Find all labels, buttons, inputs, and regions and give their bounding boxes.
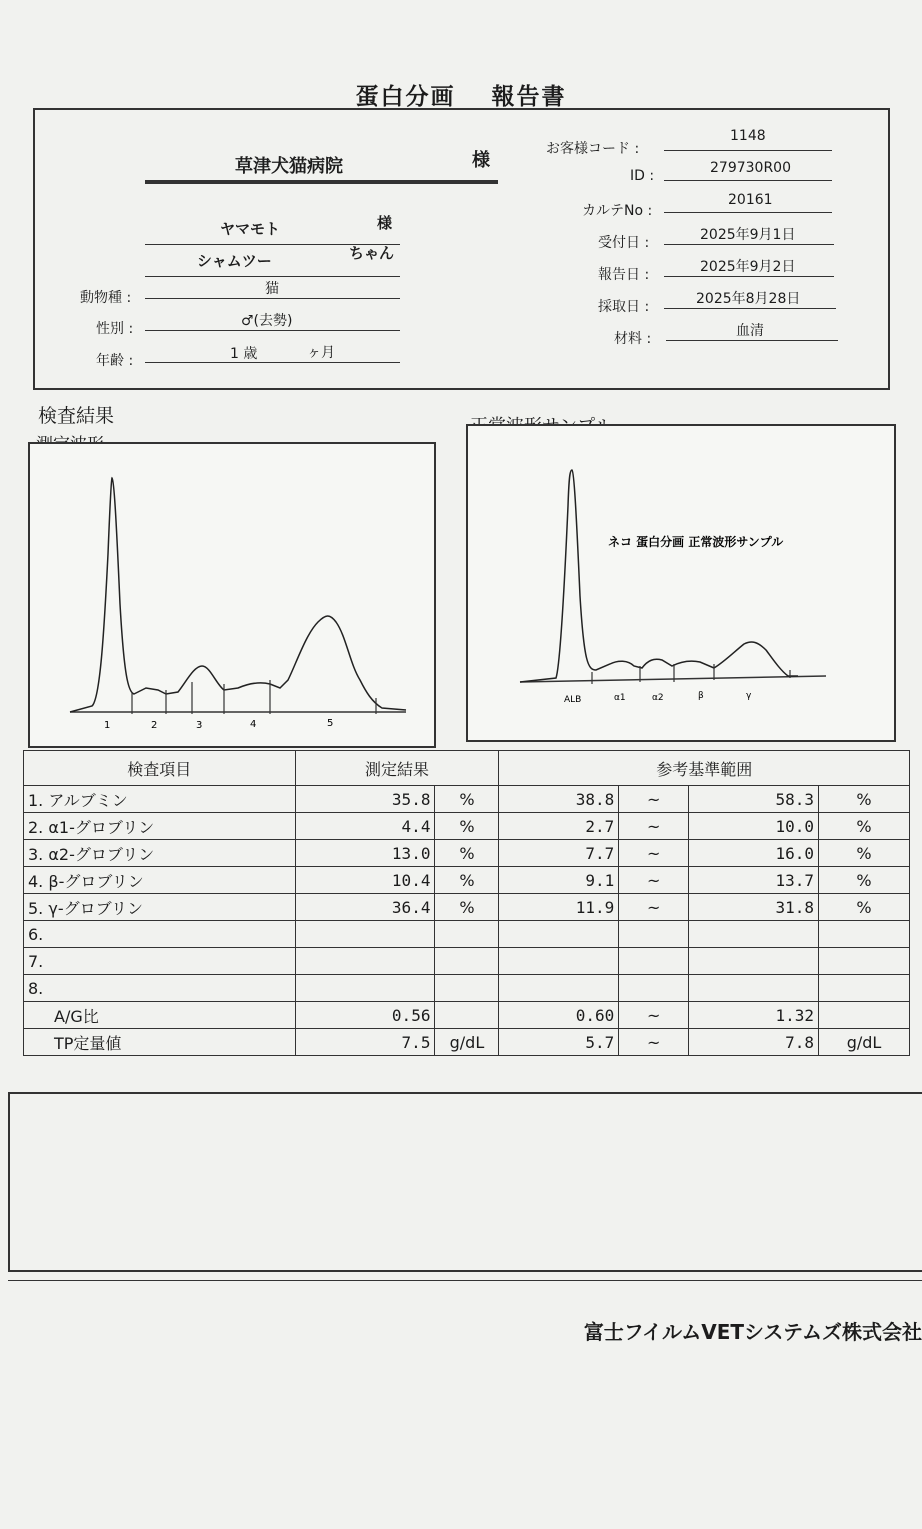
- row-ref-high: 10.0: [689, 813, 819, 840]
- table-row: [24, 813, 910, 840]
- row-ref-low: [499, 975, 619, 1002]
- row-item: 2. α1-グロブリン: [24, 813, 296, 840]
- customer-code-value: 1148: [730, 128, 766, 144]
- clinic-suffix: 様: [472, 150, 490, 171]
- species-field: [145, 276, 400, 299]
- row-ref-low: 2.7: [499, 813, 619, 840]
- reported-value: 2025年9月2日: [700, 259, 796, 275]
- received-field: [664, 222, 834, 245]
- customer-code-label: お客様コード :: [546, 141, 640, 157]
- reported-field: [664, 254, 834, 277]
- age-years: 1 歳: [230, 346, 258, 362]
- normal-sample-caption: ネコ 蛋白分画 正常波形サンプル: [608, 535, 784, 549]
- normal-marker-a1: α1: [614, 693, 626, 703]
- collected-field: [664, 286, 836, 309]
- row-ref-unit: [819, 948, 910, 975]
- row-ref-unit: %: [819, 786, 910, 813]
- row-value: [295, 921, 435, 948]
- table-row: [24, 1002, 910, 1029]
- row-ref-high: 1.32: [689, 1002, 819, 1029]
- row-ref-tilde: ~: [619, 1002, 689, 1029]
- row-ref-unit: g/dL: [819, 1029, 910, 1056]
- row-value: 4.4: [295, 813, 435, 840]
- chart-no-value: 20161: [728, 192, 773, 208]
- row-ref-tilde: ~: [619, 894, 689, 921]
- pet-suffix: ちゃん: [348, 244, 394, 262]
- collected-label: 採取日 :: [598, 299, 650, 315]
- row-item: A/G比: [24, 1002, 296, 1029]
- table-row: [24, 948, 910, 975]
- material-label: 材料 :: [614, 331, 652, 347]
- row-ref-unit: %: [819, 867, 910, 894]
- row-ref-high: 7.8: [689, 1029, 819, 1056]
- col-result-header: 測定結果: [295, 751, 499, 786]
- row-unit: [435, 1002, 499, 1029]
- table-row: [24, 840, 910, 867]
- footer-rule: [8, 1280, 922, 1281]
- row-ref-low: 11.9: [499, 894, 619, 921]
- table-row: [24, 786, 910, 813]
- row-value: 7.5: [295, 1029, 435, 1056]
- normal-wave-curve: [520, 470, 798, 682]
- measured-marker-1: 1: [104, 720, 111, 731]
- row-ref-high: 13.7: [689, 867, 819, 894]
- row-ref-high: 58.3: [689, 786, 819, 813]
- measured-marker-2: 2: [151, 720, 158, 731]
- row-unit: %: [435, 786, 499, 813]
- measured-marker-3: 3: [196, 720, 203, 731]
- age-months: ヶ月: [307, 345, 335, 361]
- row-value: 10.4: [295, 867, 435, 894]
- row-ref-unit: [819, 1002, 910, 1029]
- row-unit: [435, 921, 499, 948]
- row-ref-tilde: ~: [619, 840, 689, 867]
- chart-no-label: カルテNo :: [582, 203, 653, 219]
- normal-marker-a2: α2: [652, 693, 664, 703]
- row-ref-unit: [819, 975, 910, 1002]
- row-ref-tilde: [619, 948, 689, 975]
- id-label: ID :: [630, 168, 655, 184]
- normal-wave-plot: [468, 426, 894, 740]
- company-name: 富士フイルムVETシステムズ株式会社: [583, 1320, 922, 1344]
- comment-box: [8, 1092, 922, 1272]
- pet-field: [145, 244, 400, 277]
- row-ref-tilde: ~: [619, 786, 689, 813]
- row-ref-tilde: [619, 975, 689, 1002]
- row-unit: %: [435, 894, 499, 921]
- customer-code-field: [664, 128, 832, 151]
- row-item: 4. β-グロブリン: [24, 867, 296, 894]
- species-label: 動物種 :: [80, 290, 132, 306]
- row-ref-low: 7.7: [499, 840, 619, 867]
- row-ref-low: 38.8: [499, 786, 619, 813]
- id-field: [664, 158, 832, 181]
- row-unit: %: [435, 867, 499, 894]
- row-value: 0.56: [295, 1002, 435, 1029]
- normal-marker-g: γ: [746, 691, 752, 701]
- row-unit: [435, 948, 499, 975]
- clinic-name-field: [145, 146, 498, 184]
- measured-wave-panel: [28, 442, 436, 748]
- received-label: 受付日 :: [598, 235, 650, 251]
- row-ref-low: 9.1: [499, 867, 619, 894]
- row-value: [295, 975, 435, 1002]
- owner-name: ヤマモト: [220, 220, 281, 238]
- row-item: 7.: [24, 948, 296, 975]
- row-item: 3. α2-グロブリン: [24, 840, 296, 867]
- reported-label: 報告日 :: [598, 267, 650, 283]
- row-ref-low: 5.7: [499, 1029, 619, 1056]
- row-unit: %: [435, 840, 499, 867]
- species-value: 猫: [265, 281, 279, 297]
- row-ref-low: 0.60: [499, 1002, 619, 1029]
- row-ref-high: [689, 948, 819, 975]
- row-ref-tilde: ~: [619, 813, 689, 840]
- table-row: [24, 1029, 910, 1056]
- row-unit: [435, 975, 499, 1002]
- row-value: 36.4: [295, 894, 435, 921]
- pet-name: シャムツー: [197, 252, 272, 270]
- normal-baseline: [520, 676, 826, 682]
- report-title-main: 蛋白分画: [355, 84, 456, 110]
- row-ref-high: [689, 921, 819, 948]
- row-value: 35.8: [295, 786, 435, 813]
- sex-label: 性別 :: [96, 321, 134, 337]
- measured-wave-curve: [70, 478, 406, 712]
- normal-marker-alb: ALB: [564, 695, 582, 705]
- report-title: [0, 78, 922, 111]
- col-reference-header: 参考基準範囲: [499, 751, 910, 786]
- chart-no-field: [664, 190, 832, 213]
- sex-value: ♂(去勢): [241, 313, 293, 329]
- table-row: [24, 894, 910, 921]
- age-field: [145, 340, 400, 363]
- row-ref-unit: %: [819, 894, 910, 921]
- row-ref-high: 16.0: [689, 840, 819, 867]
- normal-wave-panel: [466, 424, 896, 742]
- row-ref-tilde: ~: [619, 1029, 689, 1056]
- row-item: 5. γ-グロブリン: [24, 894, 296, 921]
- row-ref-tilde: ~: [619, 867, 689, 894]
- age-label: 年齢 :: [96, 353, 134, 369]
- report-title-sub: 報告書: [491, 84, 567, 110]
- measured-marker-5: 5: [327, 718, 334, 729]
- row-ref-high: 31.8: [689, 894, 819, 921]
- row-item: 6.: [24, 921, 296, 948]
- measured-marker-4: 4: [250, 719, 257, 730]
- row-item: 1. アルブミン: [24, 786, 296, 813]
- row-ref-low: [499, 921, 619, 948]
- table-row: [24, 867, 910, 894]
- col-item-header: 検査項目: [24, 751, 296, 786]
- row-ref-unit: %: [819, 840, 910, 867]
- sex-field: [145, 308, 400, 331]
- id-value: 279730R00: [710, 160, 791, 176]
- material-value: 血清: [736, 323, 764, 339]
- row-item: 8.: [24, 975, 296, 1002]
- received-value: 2025年9月1日: [700, 227, 796, 243]
- row-ref-tilde: [619, 921, 689, 948]
- measured-wave-plot: [30, 444, 434, 746]
- row-ref-unit: %: [819, 813, 910, 840]
- row-unit: g/dL: [435, 1029, 499, 1056]
- row-ref-high: [689, 975, 819, 1002]
- row-item: TP定量値: [24, 1029, 296, 1056]
- material-field: [666, 318, 838, 341]
- clinic-name: 草津犬猫病院: [235, 156, 343, 177]
- owner-field: [145, 208, 400, 245]
- results-heading: 検査結果: [38, 405, 115, 427]
- row-unit: %: [435, 813, 499, 840]
- table-header-row: [24, 751, 910, 786]
- row-ref-low: [499, 948, 619, 975]
- table-row: [24, 921, 910, 948]
- owner-suffix: 様: [376, 214, 392, 232]
- row-ref-unit: [819, 921, 910, 948]
- normal-marker-b: β: [698, 691, 704, 701]
- collected-value: 2025年8月28日: [696, 291, 801, 307]
- table-row: [24, 975, 910, 1002]
- row-value: [295, 948, 435, 975]
- row-value: 13.0: [295, 840, 435, 867]
- results-table: [23, 750, 910, 1056]
